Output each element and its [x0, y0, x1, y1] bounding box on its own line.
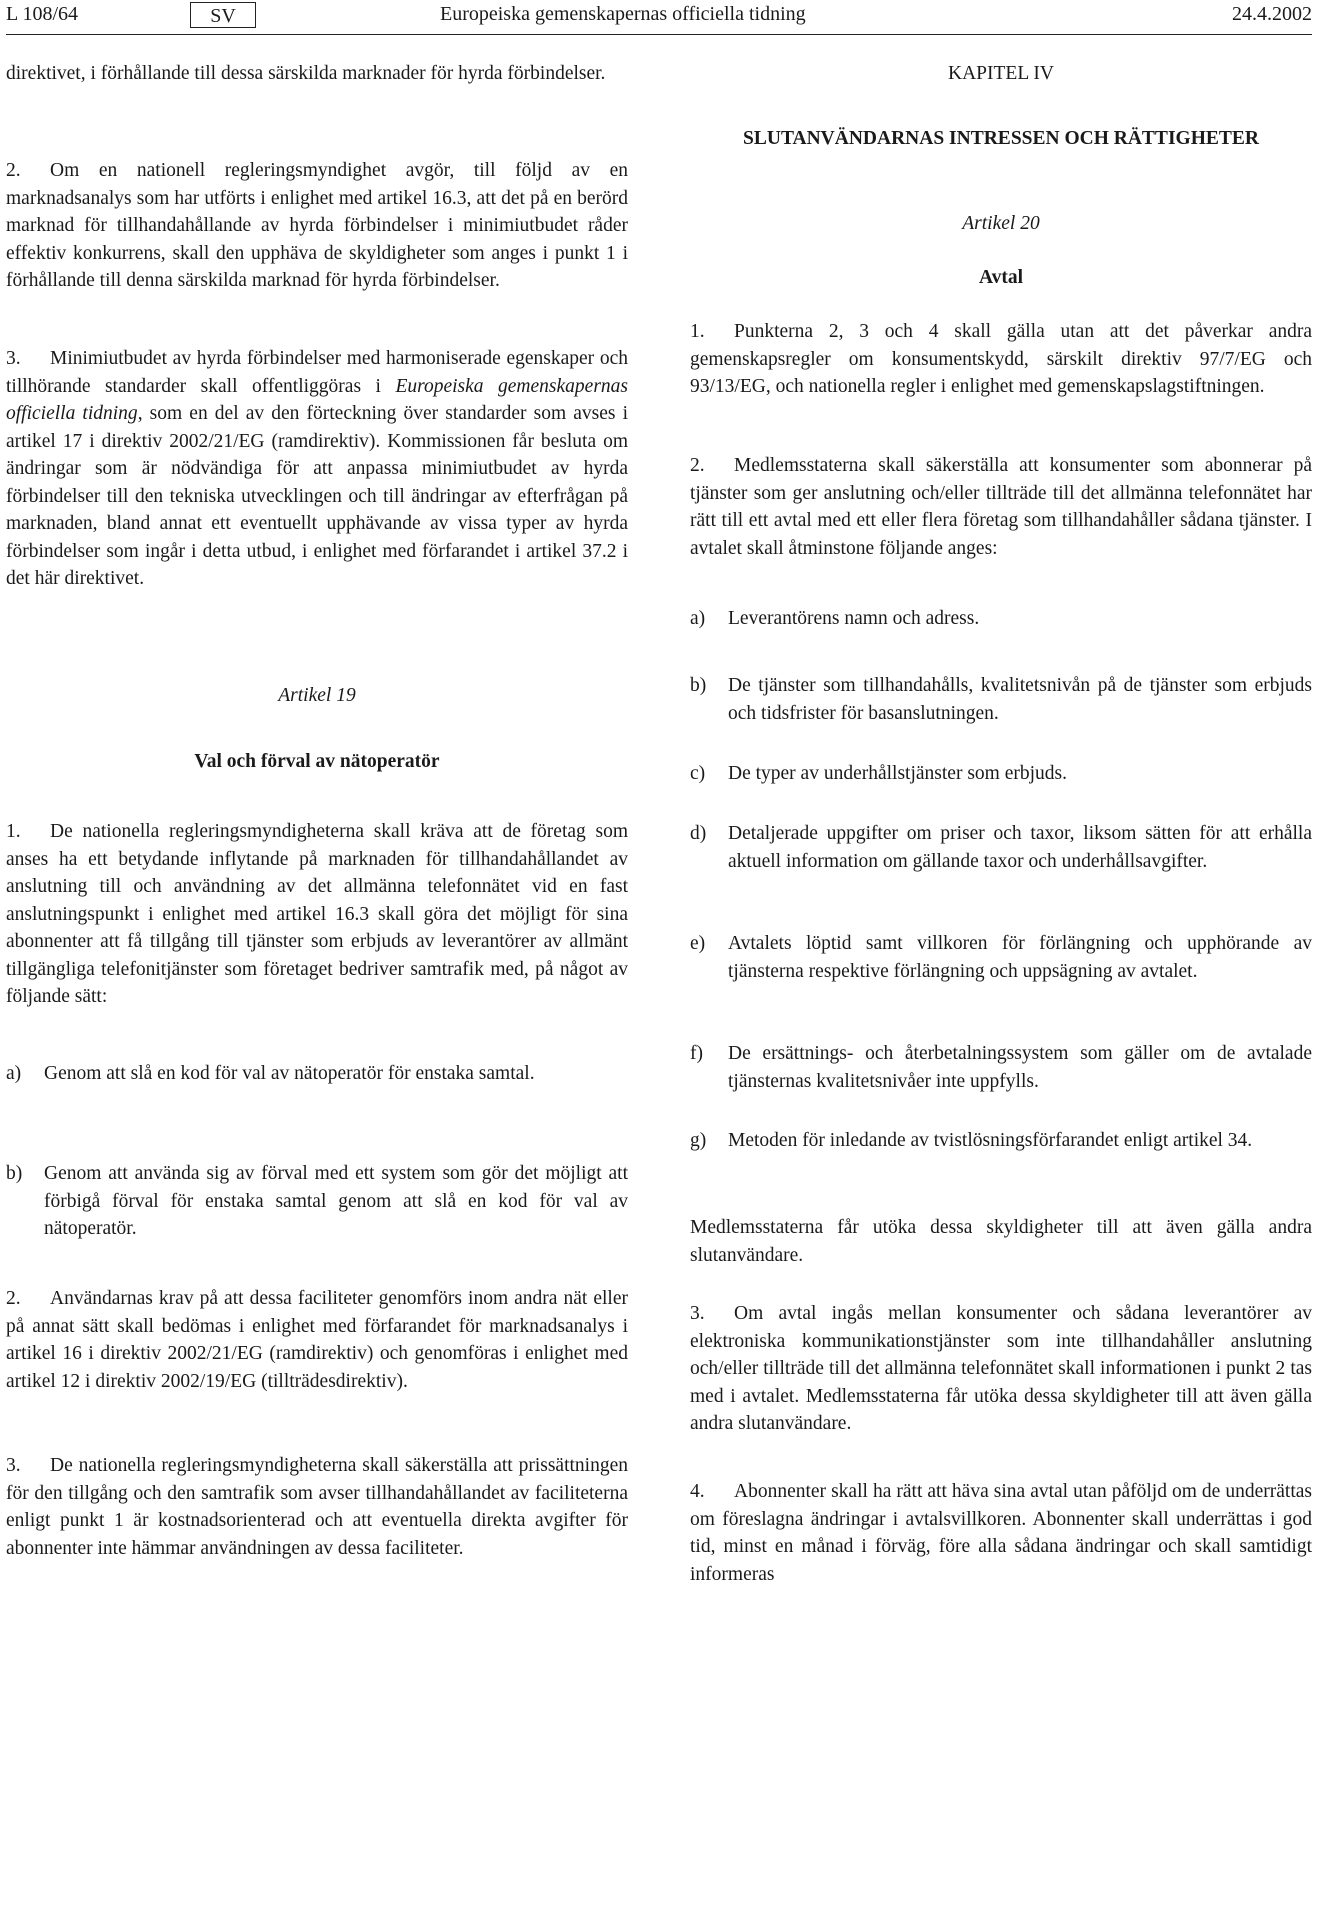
item-text: Genom att slå en kod för val av nätoperatör för enstaka samtal. [44, 1063, 535, 1084]
paragraph-number: 2. [6, 1288, 21, 1309]
paragraph-number: 1. [690, 321, 705, 342]
language-badge: SV [190, 2, 256, 28]
article-19-item-a [6, 1060, 628, 1088]
paragraph-text: , som en del av den förteckning över standarder som avses i artikel 17 i direktiv 2002/21/EG (ramdirektiv). Kommissionen får besluta om ändringar som är nödvändiga för att anpassa minimiutbudet av hyrda förbindelser till den tekniska utvecklingen och till ändringar av efterfrågan på marknaden, bland annat ett eventuellt upphävande av vissa typer av hyrda förbindelser som ingår i detta utbud, i enlighet med förfarandet i artikel 37.2 i det här direktivet. [6, 403, 628, 589]
paragraph-number: 4. [690, 1481, 705, 1502]
item-label: e) [690, 933, 706, 954]
item-label: b) [690, 675, 707, 696]
article-20-item-c [690, 760, 1312, 788]
journal-reference-italic: Europeiska gemenskapernas officiella tidning [6, 375, 628, 424]
article-20-paragraph-2 [690, 452, 1312, 562]
header-rule [6, 34, 1312, 35]
article-20-item-e [690, 930, 1312, 985]
item-text: De typer av underhållstjänster som erbjuds. [728, 763, 1067, 784]
paragraph-number: 3. [6, 348, 21, 369]
article-20-item-b [690, 672, 1312, 727]
chapter-title: SLUTANVÄNDARNAS INTRESSEN OCH RÄTTIGHETER [743, 128, 1259, 149]
page-reference: L 108/64 [6, 3, 79, 25]
item-text: Avtalets löptid samt villkoren för förlängning och upphörande av tjänsterna respektive förlängning och uppsägning av avtalet. [728, 933, 1312, 982]
article-20-paragraph-1 [690, 318, 1312, 401]
item-text: De tjänster som tillhandahålls, kvalitetsnivån på de tjänster som erbjuds och tidsfrister för basanslutningen. [728, 675, 1312, 724]
item-label: g) [690, 1130, 707, 1151]
article-19-title: Val och förval av nätoperatör [194, 751, 440, 772]
item-label: a) [6, 1063, 22, 1084]
item-label: b) [6, 1163, 23, 1184]
item-label: a) [690, 608, 706, 629]
paragraph-number: 3. [6, 1455, 21, 1476]
paragraph-3 [6, 345, 628, 593]
article-20-item-g [690, 1127, 1312, 1155]
paragraph-number: 2. [6, 160, 21, 181]
paragraph-number: 2. [690, 455, 705, 476]
article-20-paragraph-4 [690, 1478, 1312, 1588]
item-label: d) [690, 823, 707, 844]
item-text: De ersättnings- och återbetalningssystem som gäller om de avtalade tjänsternas kvalitetsnivåer inte uppfylls. [728, 1043, 1312, 1092]
member-states-paragraph: Medlemsstaterna får utöka dessa skyldigheter till att även gälla andra slutanvändare. [690, 1217, 1312, 1266]
page-header [0, 0, 1318, 36]
item-text: Genom att använda sig av förval med ett system som gör det möjligt att förbigå förval för enstaka samtal genom att slå en kod för val av nätoperatör. [44, 1163, 628, 1239]
paragraph-text: Abonnenter skall ha rätt att häva sina avtal utan påföljd om de underrättas om föreslagna ändringar i avtalsvillkoren. Abonnenter skall underrättas i god tid, minst en månad i förväg, före alla sådana ändringar och skall samtidigt informeras [690, 1481, 1312, 1585]
paragraph-2 [6, 157, 628, 295]
item-text: Metoden för inledande av tvistlösningsförfarandet enligt artikel 34. [728, 1130, 1253, 1151]
article-19-item-b [6, 1160, 628, 1243]
article-20-title: Avtal [978, 267, 1024, 288]
paragraph-text: Om avtal ingås mellan konsumenter och sådana leverantörer av elektroniska kommunikationstjänster som inte tillhandahåller anslutning och/eller tillträde till det allmänna telefonnätet skall informationen i punkt 2 tas med i avtalet. Medlemsstaterna får utöka dessa skyldigheter till att även gälla andra slutanvändare. [690, 1303, 1312, 1434]
article-20-item-a [690, 605, 1312, 633]
article-19-paragraph-3 [6, 1452, 628, 1562]
article-20-paragraph-3 [690, 1300, 1312, 1438]
item-label: f) [690, 1043, 703, 1064]
paragraph-text: Punkterna 2, 3 och 4 skall gälla utan att det påverkar andra gemenskapsregler om konsumentskydd, särskilt direktiv 97/7/EG och 93/13/EG, och nationella regler i enlighet med gemenskapslagstiftningen. [690, 321, 1312, 397]
article-19-label: Artikel 19 [278, 685, 356, 706]
item-text: Detaljerade uppgifter om priser och taxor, liksom sätten för att erhålla aktuell information om gällande taxor och underhållsavgifter. [728, 823, 1312, 872]
item-label: c) [690, 763, 706, 784]
paragraph-text: Om en nationell regleringsmyndighet avgör, till följd av en marknadsanalys som har utförts i enlighet med artikel 16.3, att det på en berörd marknad för tillhandahållande av hyrda förbindelser i minimiutbudet råder effektiv konkurrens, skall den upphäva de skyldigheter som anges i punkt 1 i förhållande till denna särskilda marknad för hyrda förbindelser. [6, 160, 628, 291]
paragraph-text: Användarnas krav på att dessa faciliteter genomförs inom andra nät eller på annat sätt skall bedömas i enlighet med förfarandet för marknadsanalys i artikel 16 i direktiv 2002/21/EG (ramdirektiv) och genomföras i enlighet med artikel 12 i direktiv 2002/19/EG (tillträdesdirektiv). [6, 1288, 628, 1392]
publication-date: 24.4.2002 [1232, 3, 1312, 25]
paragraph-text: De nationella regleringsmyndigheterna skall kräva att de företag som anses ha ett betydande inflytande på marknaden för tillhandahållandet av anslutning till och användning av det allmänna telefonnätet vid en fast anslutningspunkt i enlighet med artikel 16.3 skall göra det möjligt för sina abonnenter att få tillgång till tjänster som erbjuds av leverantörer av allmänt tillgängliga telefonitjänster som företaget bedriver samtrafik med, på något av följande sätt: [6, 821, 628, 1007]
paragraph-number: 1. [6, 821, 21, 842]
article-20-label: Artikel 20 [962, 213, 1040, 234]
paragraph-text: Medlemsstaterna skall säkerställa att konsumenter som abonnerar på tjänster som ger anslutning och/eller tillträde till det allmänna telefonnätet har rätt till ett avtal med ett eller flera företag som tillhandahåller sådana tjänster. I avtalet skall åtminstone följande anges: [690, 455, 1312, 559]
item-text: Leverantörens namn och adress. [728, 608, 980, 629]
article-20-item-d [690, 820, 1312, 875]
article-19-paragraph-2 [6, 1285, 628, 1395]
article-20-item-f [690, 1040, 1312, 1095]
article-19-paragraph-1 [6, 818, 628, 1011]
paragraph-continuation: direktivet, i förhållande till dessa särskilda marknader för hyrda förbindelser. [6, 63, 606, 84]
journal-title: Europeiska gemenskapernas officiella tidning [440, 3, 806, 25]
paragraph-text: Minimiutbudet av hyrda förbindelser med harmoniserade egenskaper och tillhörande standarder skall offentliggöras i [6, 348, 628, 397]
paragraph-text: De nationella regleringsmyndigheterna skall säkerställa att prissättningen för den tillgång och den samtrafik som avser tillhandahållandet av faciliteterna enligt punkt 1 är kostnadsorienterad och att eventuella direkta avgifter för abonnenter inte hämmar användningen av dessa faciliteter. [6, 1455, 628, 1559]
chapter-label: KAPITEL IV [948, 63, 1054, 84]
paragraph-number: 3. [690, 1303, 705, 1324]
